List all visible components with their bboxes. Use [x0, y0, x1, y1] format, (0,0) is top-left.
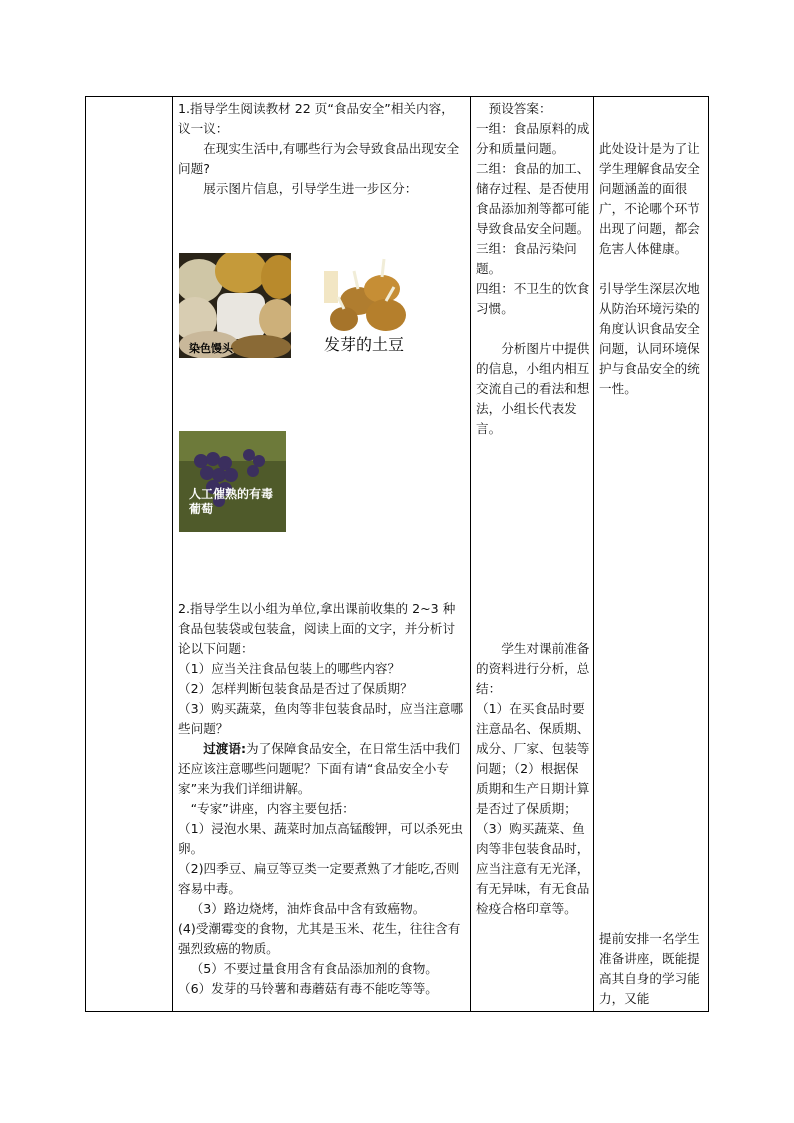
answer-group-2: 二组：食品的加工、储存过程、是否使用食品添加剂等都可能导致食品安全问题。: [476, 161, 590, 236]
design-note-2: 引导学生深层次地从防治环境污染的角度认识食品安全问题，认同环境保护与食品安全的统一性。: [599, 281, 700, 396]
transition-label: 过渡语:: [203, 741, 247, 756]
teacher-activity-cell: [178, 99, 466, 199]
section1-question: 在现实生活中,有哪些行为会导致食品出现安全问题?: [178, 141, 460, 176]
sprouted-potato-label: 发芽的土豆: [324, 335, 405, 354]
col-divider-2: [470, 97, 471, 1011]
design-intent-cell-2: [599, 929, 707, 1009]
section1-title: 1.指导学生阅读教材 22 页“食品安全”相关内容，议一议：: [178, 101, 454, 136]
answer-group-4: 四组：不卫生的饮食习惯。: [476, 281, 590, 316]
summary-item-1-2: （1）在买食品时要注意品名、保质期、成分、厂家、包装等问题；（2）根据保质期和生产日期计算是否过了保质期；: [476, 701, 590, 816]
col-divider-1: [172, 97, 173, 1011]
summary-item-3: （3）购买蔬菜、鱼肉等非包装食品时，应当注意有无光泽，有无异味，有无食品检疫合格印章等。: [476, 821, 590, 916]
sprouted-potato-image: [314, 249, 424, 361]
col-divider-3: [593, 97, 594, 1011]
expert-item-3: （3）路边烧烤，油炸食品中含有致癌物。: [190, 901, 426, 916]
section2-q3: （3）购买蔬菜，鱼肉等非包装食品时，应当注意哪些问题？: [178, 701, 464, 736]
lesson-table: [85, 96, 709, 1012]
dyed-buns-label: 染色馒头: [189, 342, 233, 355]
expert-item-1: （1）浸泡水果、蔬菜时加点高锰酸钾，可以杀死虫卵。: [178, 821, 464, 856]
ripened-grapes-image: [179, 431, 286, 532]
expert-item-6: （6）发芽的马铃薯和毒蘑菇有毒不能吃等等。: [178, 981, 438, 996]
expert-intro: “专家”讲座，内容主要包括：: [190, 801, 355, 816]
design-note-3: 提前安排一名学生准备讲座，既能提高其自身的学习能力，又能: [599, 931, 700, 1006]
ripened-grapes-label: 人工催熟的有毒葡萄: [189, 487, 274, 516]
expert-item-4: (4)受潮霉变的食物，尤其是玉米、花生，往往含有强烈致癌的物质。: [178, 921, 461, 956]
expert-item-5: （5）不要过量食用含有食品添加剂的食物。: [190, 961, 438, 976]
section2-title: 2.指导学生以小组为单位,拿出课前收集的 2~3 种食品包装袋或包装盒，阅读上面的文字，并分析讨论以下问题：: [178, 601, 456, 656]
answer-group-1: 一组：食品原料的成分和质量问题。: [476, 121, 590, 156]
student-activity-cell: [476, 99, 591, 439]
summary-intro: 学生对课前准备的资料进行分析，总结：: [476, 641, 590, 696]
student-activity-cell-2: [476, 639, 591, 919]
analyze-text: 分析图片中提供的信息，小组内相互交流自己的看法和想法，小组长代表发言。: [476, 341, 590, 436]
design-note-1: 此处设计是为了让学生理解食品安全问题涵盖的面很广，不论哪个环节出现了问题，都会危害人体健康。: [599, 141, 700, 256]
transition-text: 为了保障食品安全，在日常生活中我们还应该注意哪些问题呢？下面有请“食品安全小专家”来为我们详细讲解。: [178, 741, 461, 796]
answer-group-3: 三组：食品污染问题。: [476, 241, 577, 276]
expert-item-2: （2)四季豆、扁豆等豆类一定要煮熟了才能吃,否则容易中毒。: [178, 861, 460, 896]
design-intent-cell: [599, 139, 707, 399]
section2-q1: （1）应当关注食品包装上的哪些内容？: [178, 661, 401, 676]
teacher-activity-cell-2: [178, 599, 466, 999]
section1-show: 展示图片信息，引导学生进一步区分：: [203, 181, 418, 196]
dyed-buns-image: [179, 253, 291, 358]
section2-q2: （2）怎样判断包装食品是否过了保质期？: [178, 681, 413, 696]
answer-title: 预设答案：: [488, 101, 552, 116]
